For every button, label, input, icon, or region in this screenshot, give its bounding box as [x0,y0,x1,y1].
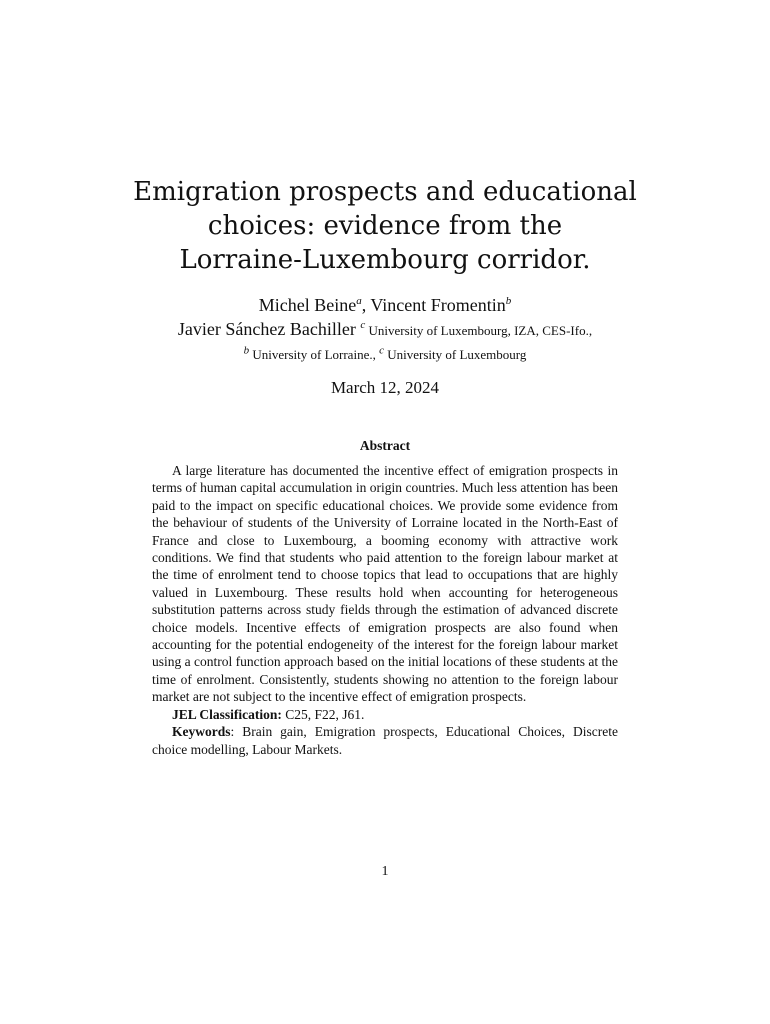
author-beine: Michel Beine [258,295,357,315]
abstract-heading: Abstract [359,438,411,453]
abstract-section [152,462,618,758]
affiliation-marker-a: a [356,295,362,307]
author-fromentin: , Vincent Fromentin [361,295,506,315]
publication-date: March 12, 2024 [330,378,440,397]
keywords-list: : Brain gain, Emigration prospects, Educational Choices, Discrete choice modelling, Labour Markets. [152,724,618,757]
paper-title [0,175,770,277]
jel-codes: C25, F22, J61. [281,706,365,722]
affiliation-luxembourg: University of Luxembourg [383,347,527,362]
jel-label: JEL Classification: [172,706,282,722]
title-line-3: Lorraine-Luxembourg corridor. [179,245,591,275]
affiliation-marker-b2: b [243,344,250,357]
jel-classification [152,706,618,723]
page-number: 1 [381,864,389,879]
affiliation-luxembourg-iza: University of Luxembourg, IZA, CES-Ifo., [365,323,593,338]
abstract-body: A large literature has documented the incentive effect of emigration prospects in terms of human capital accumulation in origin countries. Much less attention has been paid to the impact on specific educational choices. We provide some evidence from the behaviour of students of the University of Lorraine located in the North-East of France and close to Luxembourg, a booming economy with attractive work conditions. We find that students who paid attention to the foreign labour market at the time of enrolment tend to choose topics that lead to occupations that are highly valued in Luxembourg. These results hold when accounting for heterogeneous substitution patterns across study fields through the estimation of advanced discrete choice models. Incentive effects of emigration prospects are also found when accounting for the potential endogeneity of the interest for the foreign labour market using a control function approach based on the initial locations of these students at the time of enrolment. Consistently, students showing no attention to the foreign labour market are not subject to the incentive effect of emigration prospects. [152,463,618,705]
author-line-1 [0,293,770,317]
keywords [152,723,618,758]
keywords-label: Keywords [172,724,231,740]
author-line-3 [0,343,770,367]
title-line-2: choices: evidence from the [207,211,563,241]
author-sanchez: Javier Sánchez Bachiller [177,319,361,339]
affiliation-marker-c: c [360,319,366,331]
affiliation-marker-c2: c [379,344,384,357]
title-line-1: Emigration prospects and educational [133,177,637,207]
author-line-2 [0,317,770,343]
affiliation-lorraine: University of Lorraine., [249,347,380,362]
author-block [0,293,770,367]
affiliation-marker-b: b [505,295,512,307]
